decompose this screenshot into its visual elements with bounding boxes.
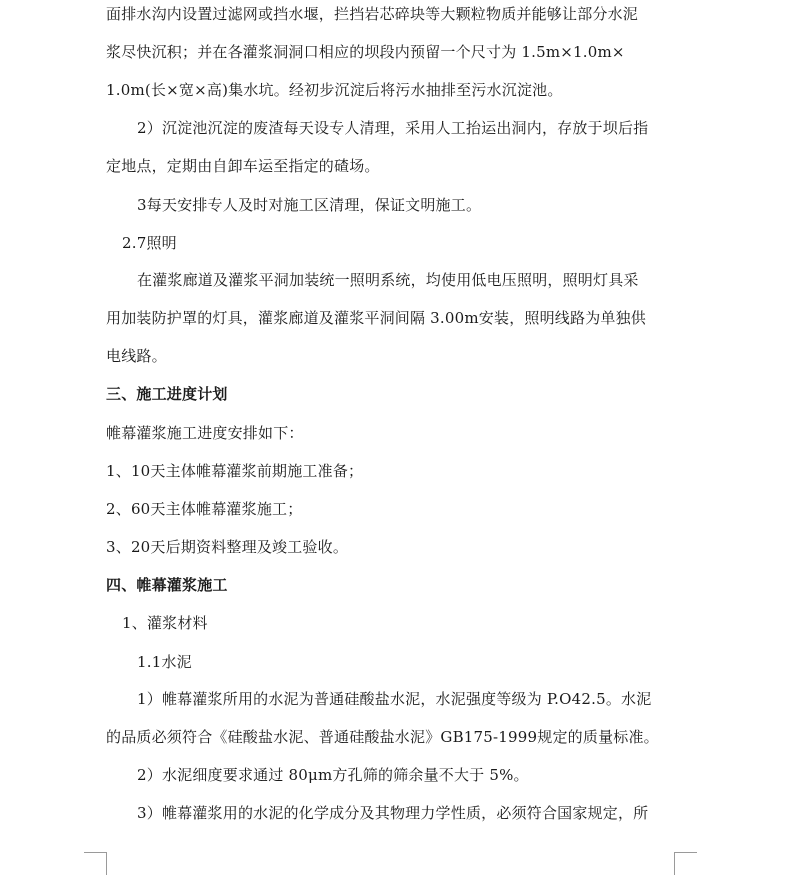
text-line: 帷幕灌浆施工进度安排如下： [106, 424, 304, 442]
margin-corner-mark-right [674, 852, 697, 875]
list-item: 3、20天后期资料整理及竣工验收。 [106, 538, 349, 556]
text-line: 1）帷幕灌浆所用的水泥为普通硅酸盐水泥，水泥强度等级为 P.O42.5。水泥 [137, 690, 652, 708]
section-subheading: 1、灌浆材料 [122, 614, 208, 632]
margin-corner-mark-left [84, 852, 107, 875]
text-line: 电线路。 [106, 347, 167, 365]
section-subheading: 1.1水泥 [137, 653, 192, 671]
section-heading: 三、施工进度计划 [106, 385, 228, 403]
text-line: 浆尽快沉积；并在各灌浆洞洞口相应的坝段内预留一个尺寸为 1.5m×1.0m× [106, 43, 625, 61]
list-item: 1、10天主体帷幕灌浆前期施工准备； [106, 462, 364, 480]
text-line: 面排水沟内设置过滤网或挡水堰，拦挡岩芯碎块等大颗粒物质并能够让部分水泥 [106, 5, 639, 23]
text-line: 用加装防护罩的灯具，灌浆廊道及灌浆平洞间隔 3.00m安装，照明线路为单独供 [106, 309, 646, 327]
text-line: 在灌浆廊道及灌浆平洞加装统一照明系统，均使用低电压照明，照明灯具采 [137, 271, 639, 289]
text-line: 2）水泥细度要求通过 80μm方孔筛的筛余量不大于 5%。 [137, 766, 529, 784]
text-line: 3）帷幕灌浆用的水泥的化学成分及其物理力学性质，必须符合国家规定，所 [137, 804, 649, 822]
text-line: 3每天安排专人及时对施工区清理，保证文明施工。 [137, 196, 482, 214]
section-subheading: 2.7照明 [122, 234, 177, 252]
text-line: 1.0m(长×宽×高)集水坑。经初步沉淀后将污水抽排至污水沉淀池。 [106, 81, 563, 99]
text-line: 2）沉淀池沉淀的废渣每天设专人清理，采用人工抬运出洞内，存放于坝后指 [137, 119, 649, 137]
text-line: 的品质必须符合《硅酸盐水泥、普通硅酸盐水泥》GB175-1999规定的质量标准。 [106, 728, 659, 746]
text-line: 定地点，定期由自卸车运至指定的碴场。 [106, 157, 380, 175]
section-heading: 四、帷幕灌浆施工 [106, 576, 228, 594]
list-item: 2、60天主体帷幕灌浆施工； [106, 500, 303, 518]
